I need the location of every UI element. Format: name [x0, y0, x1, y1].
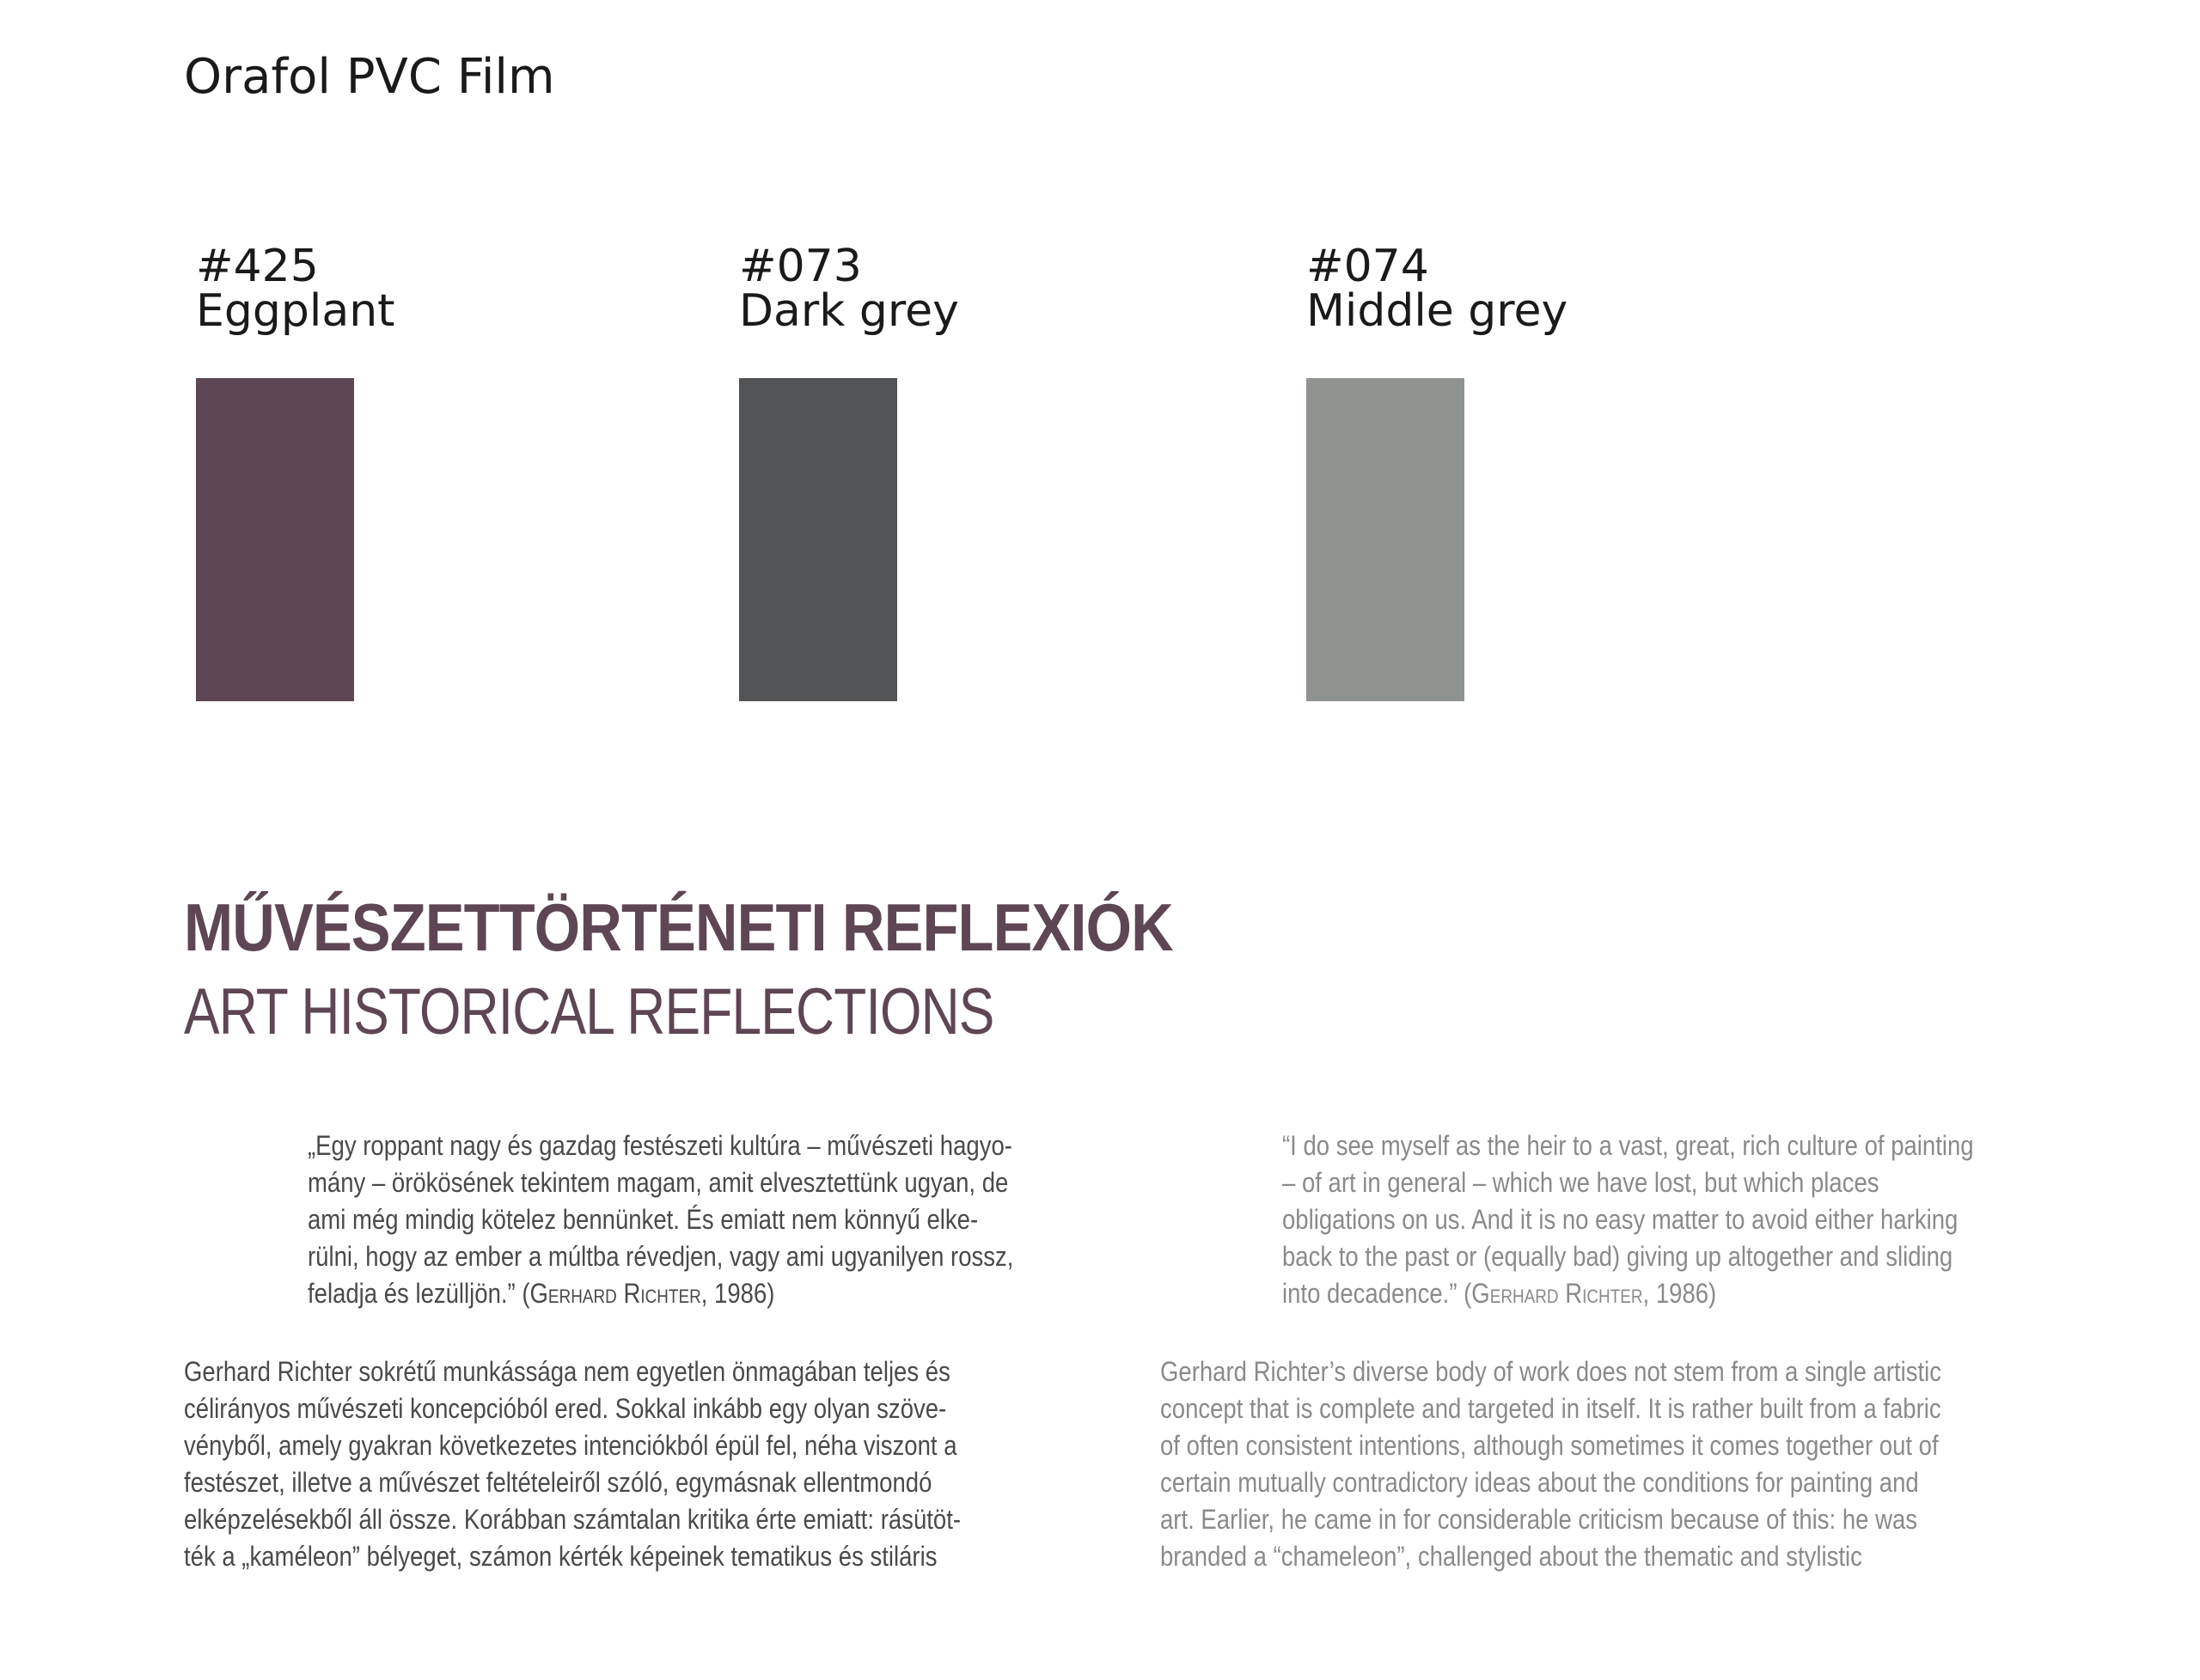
swatch-name: Eggplant	[196, 285, 395, 337]
color-swatch	[1306, 378, 1464, 701]
swatch-name: Middle grey	[1306, 285, 1568, 337]
swatch-middle-grey	[1306, 241, 1568, 337]
body-line: branded a “chameleon”, challenged about the thematic and stylistic	[1160, 1541, 1862, 1572]
body-line: concept that is complete and targeted in itself. It is rather built from a fabric	[1160, 1393, 1941, 1424]
quote-line: „Egy roppant nagy és gazdag festészeti kultúra – művészeti hagyo-	[308, 1130, 1012, 1161]
swatch-name: Dark grey	[739, 285, 959, 337]
swatch-code: #425	[196, 241, 319, 292]
body-line: Gerhard Richter’s diverse body of work does not stem from a single artistic	[1160, 1356, 1942, 1387]
quote-english	[1282, 1127, 1974, 1312]
color-swatch	[739, 378, 897, 701]
body-line: of often consistent intentions, although sometimes it comes together out of	[1160, 1430, 1939, 1461]
body-text-english	[1160, 1353, 1941, 1575]
heading-hungarian: MŰVÉSZETTÖRTÉNETI REFLEXIÓK	[184, 889, 1173, 965]
quote-line: “I do see myself as the heir to a vast, great, rich culture of painting	[1282, 1130, 1974, 1161]
body-line: elképzelésekből áll össze. Korábban számtalan kritika érte emiatt: rásütöt-	[184, 1504, 962, 1535]
swatch-code: #074	[1306, 241, 1429, 292]
quote-line: obligations on us. And it is no easy matter to avoid either harking	[1282, 1204, 1959, 1235]
body-text-hungarian	[184, 1353, 961, 1575]
quote-line: ami még mindig kötelez bennünket. És emiatt nem könnyű elke-	[308, 1204, 979, 1235]
quote-text: into decadence.” (	[1282, 1278, 1472, 1309]
body-line: festészet, illetve a művészet feltételeiről szóló, egymásnak ellentmondó	[184, 1467, 932, 1498]
body-line: certain mutually contradictory ideas about the conditions for painting and	[1160, 1467, 1919, 1498]
quote-hungarian	[308, 1127, 1013, 1312]
quote-line: – of art in general – which we have lost, but which places	[1282, 1167, 1879, 1198]
quote-year: , 1986)	[700, 1278, 775, 1309]
body-line: célirányos művészeti koncepcióból ered. Sokkal inkább egy olyan szöve-	[184, 1393, 947, 1424]
quote-author: Gerhard Richter	[1471, 1278, 1643, 1309]
quote-line-last	[308, 1275, 1013, 1312]
color-swatch	[196, 378, 354, 701]
quote-line-last	[1282, 1275, 1974, 1312]
quote-line: mány – örökösének tekintem magam, amit elvesztettünk ugyan, de	[308, 1167, 1009, 1198]
quote-text: feladja és lezülljön.” (	[308, 1278, 530, 1309]
swatch-code: #073	[739, 241, 862, 292]
page-title: Orafol PVC Film	[184, 49, 555, 105]
quote-line: back to the past or (equally bad) giving up altogether and sliding	[1282, 1241, 1953, 1272]
quote-year: , 1986)	[1642, 1278, 1717, 1309]
quote-line: rülni, hogy az ember a múltba révedjen, vagy ami ugyanilyen rossz,	[308, 1241, 1014, 1272]
quote-author: Gerhard Richter	[529, 1278, 701, 1309]
body-line: vényből, amely gyakran következetes intenciókból épül fel, néha viszont a	[184, 1430, 957, 1461]
body-line: Gerhard Richter sokrétű munkássága nem egyetlen önmagában teljes és	[184, 1356, 950, 1387]
heading-english: ART HISTORICAL REFLECTIONS	[184, 975, 994, 1048]
swatch-eggplant	[196, 241, 395, 337]
body-line: ték a „kaméleon” bélyeget, számon kérték képeinek tematikus és stiláris	[184, 1541, 938, 1572]
swatch-dark-grey	[739, 241, 959, 337]
body-line: art. Earlier, he came in for considerable criticism because of this: he was	[1160, 1504, 1918, 1535]
